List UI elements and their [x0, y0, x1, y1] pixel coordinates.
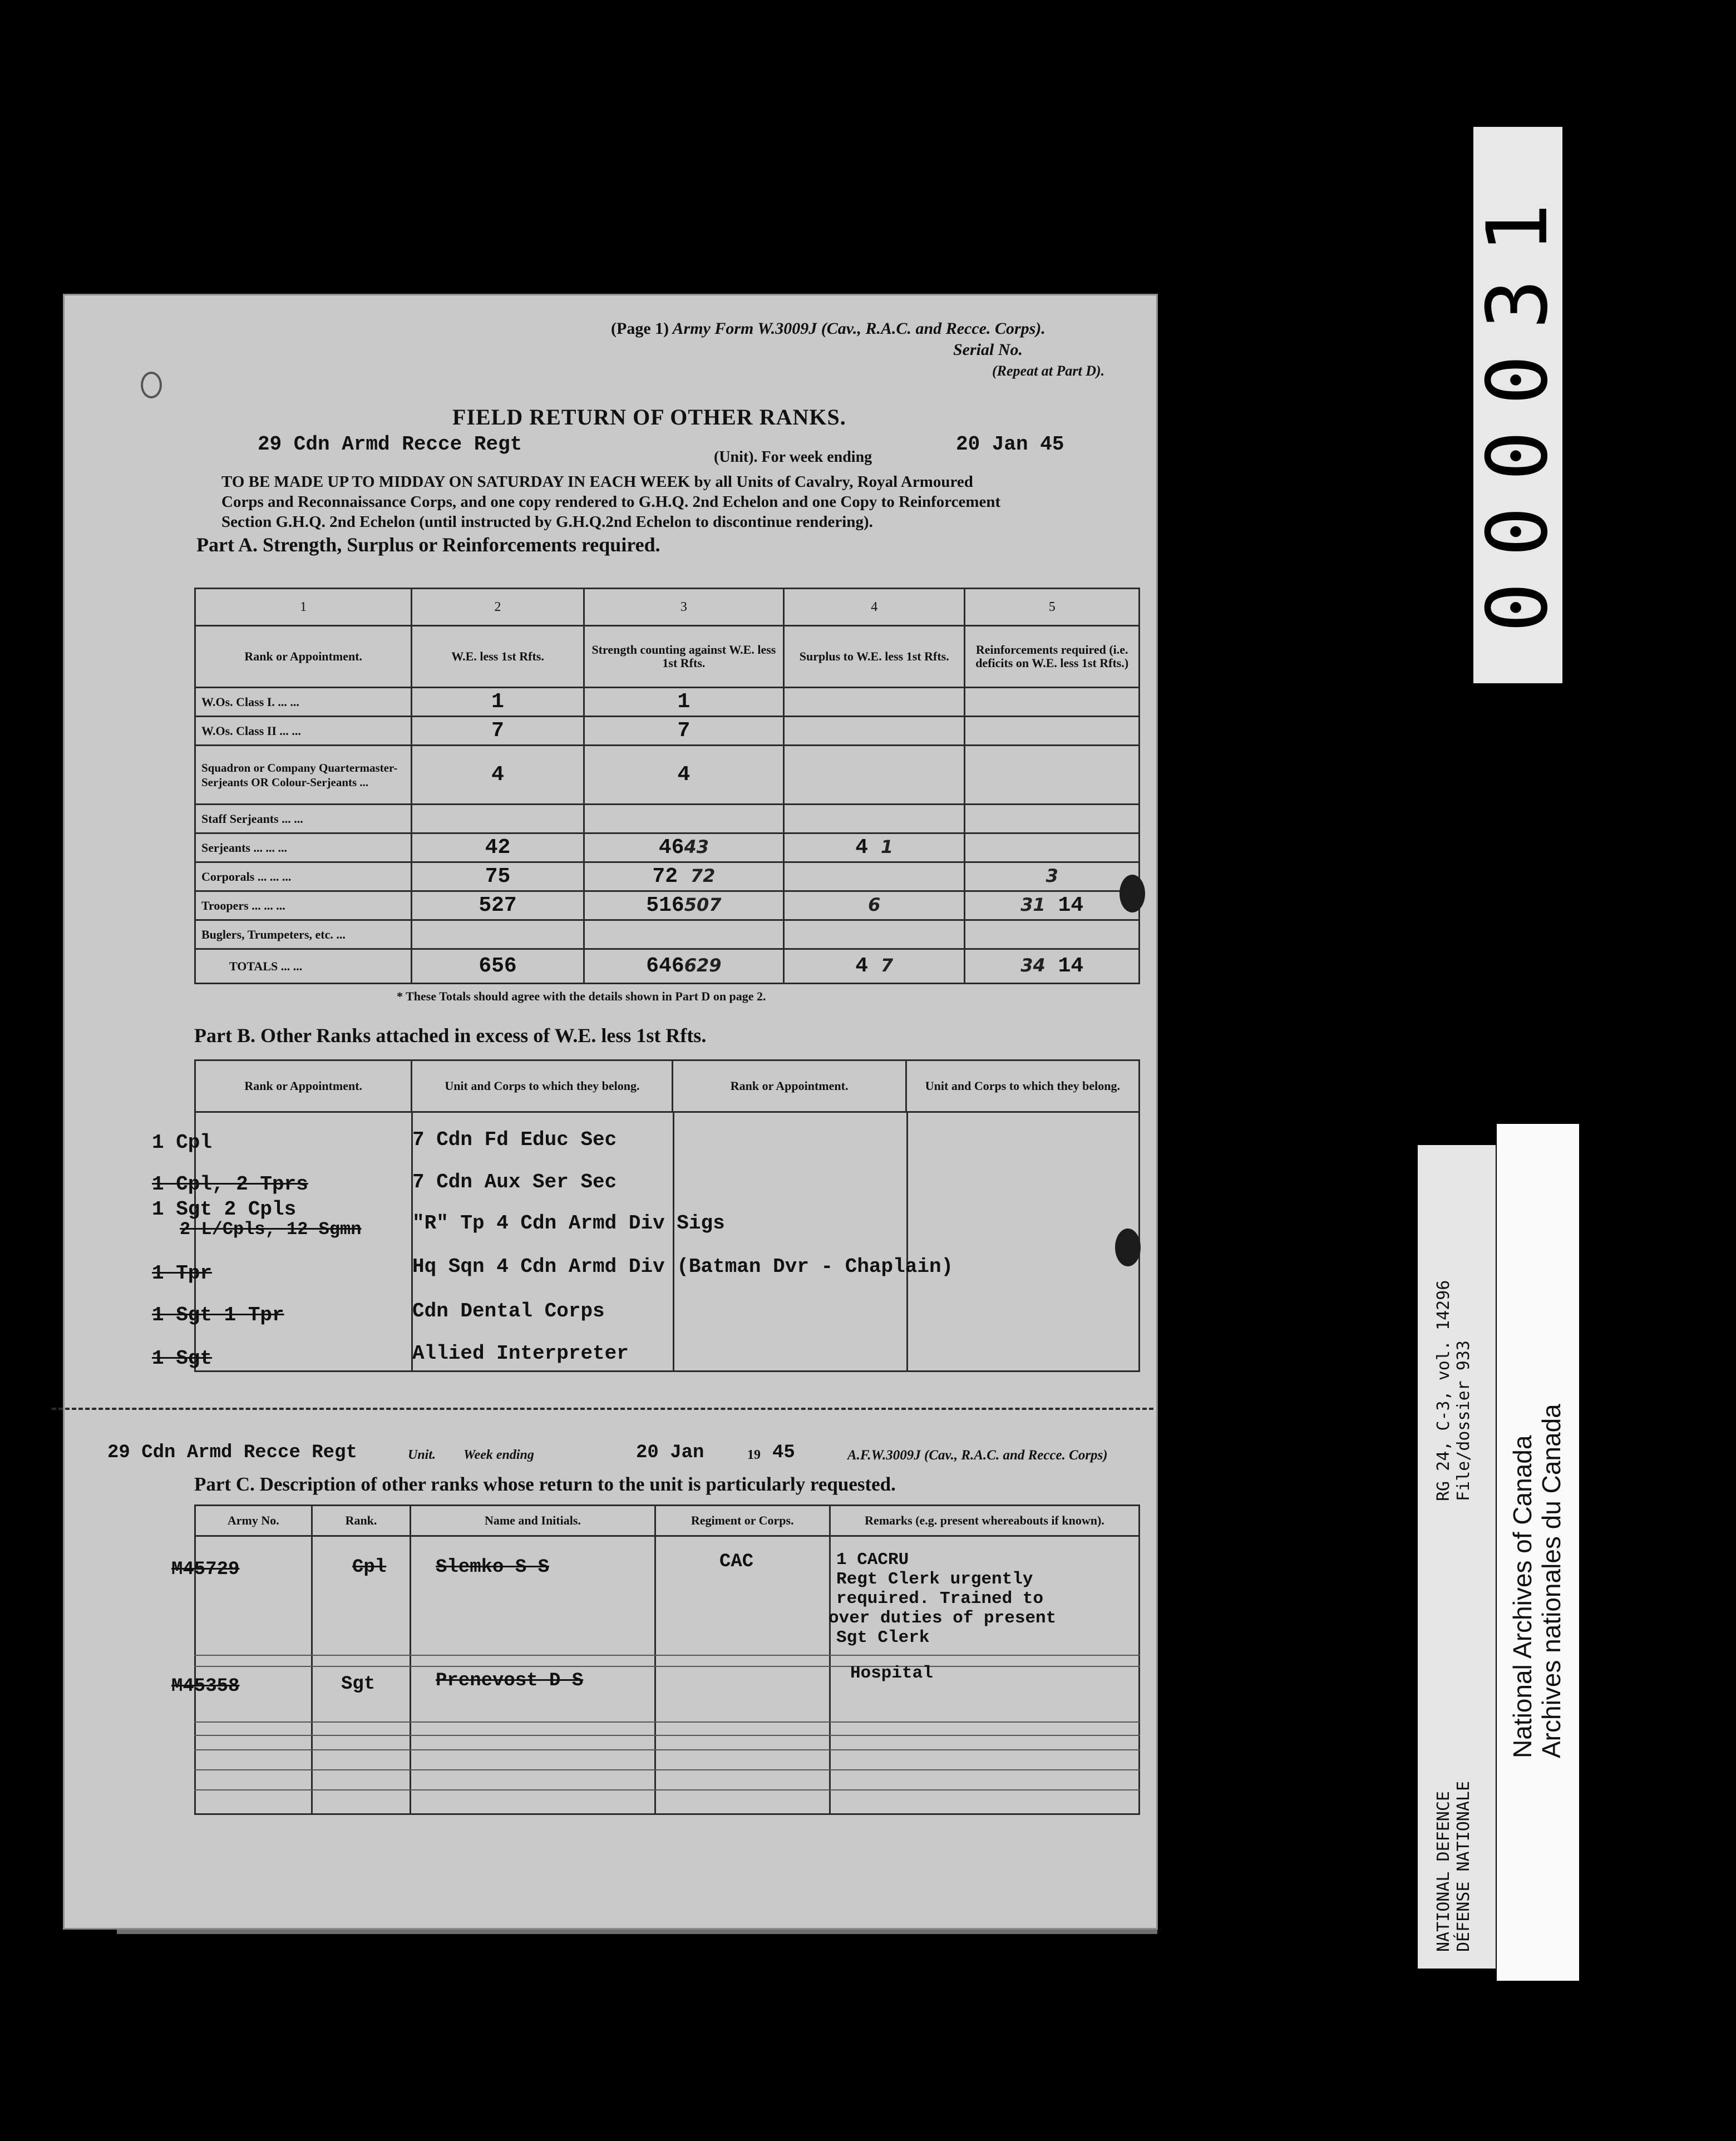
column-number: 1: [195, 589, 412, 626]
part-b-body: [195, 1112, 1140, 1372]
table-row: [195, 746, 1140, 805]
rank-label: Serjeants ... ... ...: [195, 833, 412, 862]
attached-rank-continued: 2 L/Cpls, 12 Sgmn: [180, 1219, 362, 1240]
attached-rank: 1 Sgt 1 Tpr: [152, 1304, 284, 1326]
form-header-line: [611, 319, 1045, 338]
remark-line: 1 CACRU: [836, 1550, 909, 1570]
reinforcement-value: [965, 688, 1140, 717]
table-row: [195, 920, 1140, 949]
handwritten-correction: 629: [684, 955, 722, 976]
regiment-column: [655, 1536, 830, 1814]
rank-label: Squadron or Company Quartermaster-Serjeants OR Colour-Serjeants ...: [195, 746, 412, 805]
reinforcement-value: [965, 891, 1140, 920]
instruction-line: Section G.H.Q. 2nd Echelon (until instructed by G.H.Q.2nd Echelon to discontinue rendering).: [221, 513, 873, 531]
handwritten-correction: 31: [1020, 894, 1045, 915]
we-value: 7: [412, 717, 584, 746]
attached-unit: Hq Sqn 4 Cdn Armd Div (Batman Dvr - Chaplain): [412, 1255, 954, 1278]
archive-reference-line: RG 24, C-3, vol. 14296: [1434, 1280, 1453, 1501]
part-a-column-numbers: [195, 589, 1140, 626]
ruled-line: [194, 1749, 1140, 1750]
reinforcement-value: [965, 746, 1140, 805]
part-c-heading: Part C. Description of other ranks whose return to the unit is particularly requested.: [194, 1473, 896, 1495]
rank-label: Buglers, Trumpeters, etc. ...: [195, 920, 412, 949]
part-b-heading: Part B. Other Ranks attached in excess of W.E. less 1st Rfts.: [194, 1024, 707, 1047]
form-name: Army Form W.3009J (Cav., R.A.C. and Recce. Corps).: [672, 319, 1045, 338]
instructions: [221, 472, 1167, 532]
column-divider: [673, 1113, 674, 1372]
column-header: Army No.: [195, 1506, 312, 1536]
attached-unit: "R" Tp 4 Cdn Armd Div Sigs: [412, 1212, 725, 1235]
archives-label-strip: [1497, 1124, 1579, 1981]
part-c-form-ref: A.F.W.3009J (Cav., R.A.C. and Recce. Corps): [847, 1448, 1108, 1463]
we-value: 4: [412, 746, 584, 805]
column-number: 3: [584, 589, 783, 626]
person-remarks: [828, 1550, 1057, 1647]
typed-value: 14: [1058, 894, 1084, 917]
repeat-label: (Repeat at Part D).: [992, 363, 1105, 379]
table-row: [195, 833, 1140, 862]
part-a-column-headers: [195, 626, 1140, 688]
totals-label: TOTALS ... ...: [195, 949, 412, 984]
typed-value: 516: [646, 894, 684, 917]
rank-label: W.Os. Class II ... ...: [195, 717, 412, 746]
remark-line: Sgt Clerk: [836, 1628, 930, 1647]
remark-line: required. Trained to: [836, 1589, 1044, 1609]
attached-unit: 7 Cdn Aux Ser Sec: [412, 1171, 617, 1193]
binding-hole: [1115, 1229, 1141, 1266]
part-c-week-value: 20 Jan: [636, 1442, 704, 1463]
reinforcement-total: [965, 949, 1140, 984]
surplus-value: [784, 862, 965, 891]
surplus-value: [784, 833, 965, 862]
handwritten-correction: 3: [1045, 865, 1058, 886]
part-c-unit-line: [107, 1442, 1165, 1470]
army-number: M45358: [171, 1676, 240, 1697]
ruled-line: [194, 1655, 1140, 1656]
handwritten-correction: 7: [880, 955, 894, 976]
person-regiment: CAC: [719, 1551, 754, 1572]
instruction-line: Corps and Reconnaissance Corps, and one copy rendered to G.H.Q. 2nd Echelon and one Copy to Reinforcement: [221, 493, 1001, 511]
strength-total: [584, 949, 783, 984]
field-return-form: [63, 294, 1158, 1930]
typed-value: 646: [646, 954, 684, 978]
strength-value: [584, 833, 783, 862]
archives-name-fr: Archives nationales du Canada: [1537, 1404, 1566, 1758]
surplus-total: [784, 949, 965, 984]
typed-value: 72: [652, 865, 678, 889]
surplus-value: [784, 920, 965, 949]
typed-value: 4: [855, 954, 869, 978]
column-header: W.E. less 1st Rfts.: [412, 626, 584, 688]
table-row: [195, 805, 1140, 833]
instruction-line: TO BE MADE UP TO MIDDAY ON SATURDAY IN EACH WEEK by all Units of Cavalry, Royal Armoured: [221, 473, 973, 491]
department-line: DÉFENSE NATIONALE: [1454, 1780, 1473, 1952]
handwritten-correction: 34: [1020, 955, 1045, 976]
column-number: 2: [412, 589, 584, 626]
person-rank: Sgt: [341, 1674, 376, 1695]
strength-value: [584, 862, 783, 891]
part-c-week-label: Week ending: [463, 1448, 534, 1462]
surplus-value: [784, 717, 965, 746]
form-title: FIELD RETURN OF OTHER RANKS.: [452, 404, 846, 430]
person-name: Prenevost D S: [436, 1670, 584, 1691]
unit-value: 29 Cdn Armd Recce Regt: [258, 433, 522, 456]
ruled-line: [194, 1666, 1140, 1667]
attached-unit: 7 Cdn Fd Educ Sec: [412, 1128, 617, 1151]
perforation-line: [52, 1408, 1153, 1410]
strength-value: [584, 920, 783, 949]
part-c-unit-value: 29 Cdn Armd Recce Regt: [107, 1442, 357, 1463]
punch-hole-mark: [141, 372, 162, 398]
strength-value: 4: [584, 746, 783, 805]
part-c-year-value: 45: [772, 1442, 795, 1463]
reinforcement-value: [965, 920, 1140, 949]
army-number: M45729: [171, 1559, 240, 1580]
column-header: Unit and Corps to which they belong.: [906, 1060, 1139, 1112]
strength-value: [584, 805, 783, 833]
remark-line: over duties of present: [828, 1609, 1057, 1628]
column-header: Remarks (e.g. present whereabouts if known).: [830, 1506, 1139, 1536]
archives-name-en: National Archives of Canada: [1508, 1435, 1537, 1758]
column-header: Surplus to W.E. less 1st Rfts.: [784, 626, 965, 688]
we-value: 75: [412, 862, 584, 891]
reinforcement-value: [965, 717, 1140, 746]
frame-number-strip: [1469, 127, 1566, 683]
part-b-column-headers: [195, 1060, 1140, 1112]
rank-label: W.Os. Class I. ... ...: [195, 688, 412, 717]
ruled-line: [194, 1789, 1140, 1790]
column-divider: [411, 1113, 413, 1372]
we-value: 1: [412, 688, 584, 717]
column-header: Unit and Corps to which they belong.: [412, 1060, 673, 1112]
unit-label: (Unit). For week ending: [714, 448, 872, 466]
handwritten-correction: 72: [690, 865, 716, 886]
reinforcement-value: [965, 805, 1140, 833]
attached-rank: 1 Sgt: [152, 1347, 213, 1370]
table-row: [195, 862, 1140, 891]
table-row: [195, 891, 1140, 920]
handwritten-correction: 507: [684, 894, 722, 915]
strength-value: 7: [584, 717, 783, 746]
handwritten-correction: 1: [880, 836, 894, 857]
attached-rank: 1 Cpl: [152, 1131, 213, 1154]
page-label: (Page 1): [611, 319, 669, 338]
archive-reference-line: File/dossier 933: [1454, 1340, 1473, 1501]
serial-label: Serial No.: [953, 341, 1023, 359]
rank-label: Corporals ... ... ...: [195, 862, 412, 891]
column-header: Rank or Appointment.: [673, 1060, 906, 1112]
typed-value: 4: [855, 836, 869, 860]
ruled-line: [194, 1769, 1140, 1770]
rank-label: Troopers ... ... ...: [195, 891, 412, 920]
strength-value: 1: [584, 688, 783, 717]
part-c-year-prefix: 19: [747, 1448, 761, 1462]
column-number: 5: [965, 589, 1140, 626]
we-value: 527: [412, 891, 584, 920]
we-value: [412, 805, 584, 833]
reinforcement-value: [965, 862, 1140, 891]
column-number: 4: [784, 589, 965, 626]
person-rank: Cpl: [352, 1557, 387, 1578]
surplus-value: [784, 805, 965, 833]
table-row: [195, 717, 1140, 746]
totals-footnote: * These Totals should agree with the details shown in Part D on page 2.: [397, 989, 766, 1003]
column-header: Rank or Appointment.: [195, 626, 412, 688]
remark-line: Regt Clerk urgently: [836, 1570, 1033, 1589]
table-row: [195, 688, 1140, 717]
person-remarks: Hospital: [850, 1664, 933, 1683]
reinforcement-value: [965, 833, 1140, 862]
we-value: 42: [412, 833, 584, 862]
rank-label: Staff Serjeants ... ...: [195, 805, 412, 833]
surplus-value: [784, 891, 965, 920]
ruled-line: [194, 1721, 1140, 1723]
column-header: Name and Initials.: [411, 1506, 655, 1536]
unit-line: [258, 433, 1170, 466]
we-value: [412, 920, 584, 949]
attached-rank: 1 Sgt 2 Cpls: [152, 1198, 297, 1221]
handwritten-correction: 43: [684, 836, 709, 857]
attached-unit: Cdn Dental Corps: [412, 1300, 605, 1323]
part-a-table: [194, 588, 1140, 984]
column-header: Reinforcements required (i.e. deficits on W.E. less 1st Rfts.): [965, 626, 1140, 688]
part-c-column-headers: [195, 1506, 1140, 1536]
person-name: Slemko S S: [436, 1557, 550, 1578]
column-header: Rank or Appointment.: [195, 1060, 412, 1112]
strength-value: [584, 891, 783, 920]
we-total: 656: [412, 949, 584, 984]
ruled-line: [194, 1735, 1140, 1736]
column-header: Rank.: [312, 1506, 411, 1536]
attached-unit: Allied Interpreter: [412, 1342, 629, 1365]
part-c-unit-label: Unit.: [408, 1448, 436, 1462]
column-header: Strength counting against W.E. less 1st Rfts.: [584, 626, 783, 688]
week-ending-value: 20 Jan 45: [956, 433, 1064, 456]
archive-reference-strip: [1418, 1145, 1496, 1969]
frame-number: 000031: [1469, 177, 1566, 633]
part-b-entries: [195, 1112, 1140, 1372]
column-header: Regiment or Corps.: [655, 1506, 830, 1536]
department-line: NATIONAL DEFENCE: [1434, 1791, 1453, 1952]
surplus-value: [784, 688, 965, 717]
attached-rank: 1 Cpl, 2 Tprs: [152, 1173, 308, 1196]
totals-row: [195, 949, 1140, 984]
typed-value: 14: [1058, 954, 1084, 978]
column-divider: [906, 1113, 908, 1372]
binding-hole: [1119, 875, 1145, 912]
part-a-heading: Part A. Strength, Surplus or Reinforcements required.: [196, 534, 660, 556]
surplus-value: [784, 746, 965, 805]
handwritten-correction: 6: [868, 894, 881, 915]
typed-value: 46: [658, 836, 684, 860]
attached-rank: 1 Tpr: [152, 1262, 213, 1285]
